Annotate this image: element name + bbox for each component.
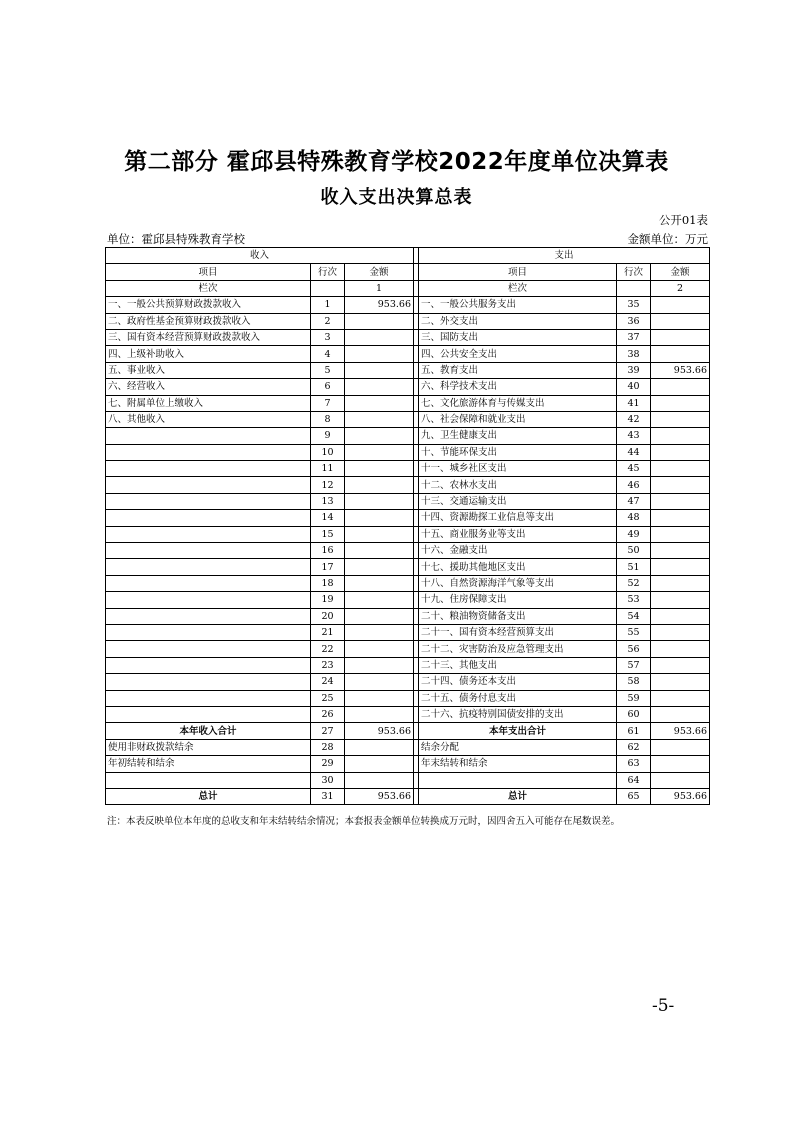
income-row-no-cell: 13: [311, 493, 345, 509]
income-row-no-cell: 4: [311, 346, 345, 362]
income-item-cell: [106, 444, 311, 460]
expense-item-cell: 二十四、债务还本支出: [419, 674, 617, 690]
expense-amount-cell: [651, 411, 710, 427]
income-item-cell: 一、一般公共预算财政拨款收入: [106, 297, 311, 313]
expense-row-no-cell: 57: [617, 657, 651, 673]
income-row-no-cell: 12: [311, 477, 345, 493]
expense-row-no-cell: 65: [617, 788, 651, 804]
expense-amount-cell: 953.66: [651, 788, 710, 804]
income-row-no-cell: 23: [311, 657, 345, 673]
expense-item-cell: 十、节能环保支出: [419, 444, 617, 460]
expense-row-no-cell: 56: [617, 641, 651, 657]
income-amount-cell: [345, 690, 414, 706]
expense-row-no-cell: 54: [617, 608, 651, 624]
expense-row-no-cell: 46: [617, 477, 651, 493]
income-item-cell: [106, 608, 311, 624]
table-row: [106, 788, 710, 804]
table-row: [106, 379, 710, 395]
income-row-no-cell: 28: [311, 739, 345, 755]
income-amount-cell: [345, 510, 414, 526]
income-amount-cell: [345, 493, 414, 509]
expense-row-no-cell: 61: [617, 723, 651, 739]
expense-row-no-cell: 40: [617, 379, 651, 395]
table-note: 注：本表反映单位本年度的总收支和年末结转结余情况；本套报表金额单位转换成万元时，因四舍五入可能存在尾数误差。: [107, 816, 621, 827]
expense-item-cell: 九、卫生健康支出: [419, 428, 617, 444]
income-amount-cell: [345, 739, 414, 755]
income-row-no-cell: 18: [311, 575, 345, 591]
expense-amount-cell: [651, 624, 710, 640]
expense-row-no-cell: 42: [617, 411, 651, 427]
page-number: -5-: [652, 996, 675, 1016]
expense-item-cell: 五、教育支出: [419, 362, 617, 378]
income-amount-cell: [345, 559, 414, 575]
income-amount-cell: [345, 444, 414, 460]
income-item-cell: [106, 493, 311, 509]
income-row-no-cell: 2: [311, 313, 345, 329]
table-row: [106, 674, 710, 690]
expense-amount-cell: [651, 428, 710, 444]
table-row: [106, 690, 710, 706]
table-row: [106, 313, 710, 329]
table-row: [106, 624, 710, 640]
expense-amount-cell: [651, 706, 710, 722]
expense-amount-cell: [651, 313, 710, 329]
income-item-cell: [106, 526, 311, 542]
income-row-no-cell: 30: [311, 772, 345, 788]
table-row: [106, 739, 710, 755]
expense-item-cell: [419, 772, 617, 788]
expense-row-no-cell: 37: [617, 329, 651, 345]
table-row: [106, 592, 710, 608]
income-item-cell: 二、政府性基金预算财政拨款收入: [106, 313, 311, 329]
expense-item-cell: 结余分配: [419, 739, 617, 755]
income-amount-cell: [345, 362, 414, 378]
expense-row-no-cell: 62: [617, 739, 651, 755]
expense-amount-cell: [651, 526, 710, 542]
table-row: [106, 444, 710, 460]
expense-item-header: 项目: [419, 264, 617, 280]
table-row: [106, 461, 710, 477]
table-row: [106, 329, 710, 345]
income-row-no-cell: 6: [311, 379, 345, 395]
income-item-cell: 八、其他收入: [106, 411, 311, 427]
income-item-cell: [106, 543, 311, 559]
table-row: [106, 428, 710, 444]
table-row: [106, 608, 710, 624]
table-row: [106, 772, 710, 788]
expense-amount-cell: [651, 477, 710, 493]
income-item-cell: 使用非财政拨款结余: [106, 739, 311, 755]
expense-item-cell: 三、国防支出: [419, 329, 617, 345]
income-item-cell: [106, 477, 311, 493]
expense-section-header: 支出: [419, 248, 710, 264]
expense-item-cell: 十二、农林水支出: [419, 477, 617, 493]
income-row-no-cell: 8: [311, 411, 345, 427]
expense-item-cell: 八、社会保障和就业支出: [419, 411, 617, 427]
table-row: [106, 543, 710, 559]
income-row-no-cell: 17: [311, 559, 345, 575]
empty-cell: [311, 280, 345, 296]
table-row: [106, 411, 710, 427]
income-row-no-cell: 3: [311, 329, 345, 345]
income-row-no-cell: 22: [311, 641, 345, 657]
expense-item-cell: 十七、援助其他地区支出: [419, 559, 617, 575]
income-item-cell: 七、附属单位上缴收入: [106, 395, 311, 411]
income-amount-cell: 953.66: [345, 297, 414, 313]
income-amount-header: 金额: [345, 264, 414, 280]
income-amount-cell: [345, 313, 414, 329]
income-item-cell: [106, 461, 311, 477]
expense-row-no-cell: 36: [617, 313, 651, 329]
expense-item-cell: 二十三、其他支出: [419, 657, 617, 673]
expense-item-cell: 二十六、抗疫特别国债安排的支出: [419, 706, 617, 722]
expense-row-no-cell: 43: [617, 428, 651, 444]
income-item-cell: [106, 592, 311, 608]
income-amount-cell: [345, 329, 414, 345]
income-item-cell: [106, 657, 311, 673]
income-item-cell: 五、事业收入: [106, 362, 311, 378]
expense-row-no-cell: 49: [617, 526, 651, 542]
income-amount-cell: [345, 592, 414, 608]
expense-row-no-cell: 45: [617, 461, 651, 477]
expense-item-cell: 十一、城乡社区支出: [419, 461, 617, 477]
expense-amount-cell: [651, 674, 710, 690]
income-amount-cell: [345, 477, 414, 493]
income-row-no-cell: 20: [311, 608, 345, 624]
income-amount-cell: 953.66: [345, 788, 414, 804]
income-amount-cell: [345, 657, 414, 673]
expense-row-no-cell: 51: [617, 559, 651, 575]
expense-row-no-cell: 59: [617, 690, 651, 706]
table-row: [106, 723, 710, 739]
income-item-cell: 三、国有资本经营预算财政拨款收入: [106, 329, 311, 345]
expense-amount-cell: [651, 592, 710, 608]
table-title: 收入支出决算总表: [320, 187, 473, 208]
expense-amount-cell: [651, 608, 710, 624]
expense-column-number: 2: [651, 280, 710, 296]
table-row: [106, 756, 710, 772]
table-row: [106, 493, 710, 509]
income-row-no-cell: 27: [311, 723, 345, 739]
income-row-no-cell: 24: [311, 674, 345, 690]
expense-amount-cell: [651, 772, 710, 788]
income-item-cell: [106, 428, 311, 444]
expense-row-no-cell: 39: [617, 362, 651, 378]
income-amount-cell: [345, 395, 414, 411]
income-expense-table: [105, 247, 710, 805]
income-column-label: 栏次: [106, 280, 311, 296]
expense-row-no-cell: 63: [617, 756, 651, 772]
expense-amount-cell: [651, 461, 710, 477]
income-amount-cell: [345, 543, 414, 559]
expense-amount-header: 金额: [651, 264, 710, 280]
income-row-no-cell: 25: [311, 690, 345, 706]
table-row: [106, 657, 710, 673]
income-item-cell: [106, 624, 311, 640]
expense-amount-cell: [651, 641, 710, 657]
expense-amount-cell: [651, 559, 710, 575]
empty-cell: [617, 280, 651, 296]
expense-item-cell: 二十二、灾害防治及应急管理支出: [419, 641, 617, 657]
income-amount-cell: [345, 411, 414, 427]
table-row: [106, 297, 710, 313]
expense-amount-cell: [651, 297, 710, 313]
expense-amount-cell: [651, 575, 710, 591]
income-row-no-cell: 15: [311, 526, 345, 542]
table-code: 公开01表: [658, 213, 708, 227]
expense-amount-cell: [651, 395, 710, 411]
expense-item-cell: 十四、资源勘探工业信息等支出: [419, 510, 617, 526]
column-label-row: [106, 280, 710, 296]
expense-amount-cell: [651, 739, 710, 755]
expense-item-cell: 十八、自然资源海洋气象等支出: [419, 575, 617, 591]
expense-amount-cell: [651, 543, 710, 559]
amount-unit-label: 金额单位：万元: [627, 232, 708, 246]
income-row-no-header: 行次: [311, 264, 345, 280]
unit-label: 单位：霍邱县特殊教育学校: [107, 232, 245, 246]
expense-item-cell: 十九、住房保障支出: [419, 592, 617, 608]
table-row: [106, 706, 710, 722]
income-amount-cell: [345, 346, 414, 362]
expense-item-cell: 十三、交通运输支出: [419, 493, 617, 509]
expense-amount-cell: [651, 444, 710, 460]
income-row-no-cell: 26: [311, 706, 345, 722]
income-amount-cell: [345, 461, 414, 477]
expense-amount-cell: [651, 329, 710, 345]
income-amount-cell: [345, 641, 414, 657]
expense-item-cell: 本年支出合计: [419, 723, 617, 739]
income-column-number: 1: [345, 280, 414, 296]
expense-row-no-cell: 53: [617, 592, 651, 608]
income-amount-cell: [345, 772, 414, 788]
income-row-no-cell: 10: [311, 444, 345, 460]
expense-row-no-cell: 38: [617, 346, 651, 362]
income-amount-cell: [345, 428, 414, 444]
expense-item-cell: 十五、商业服务业等支出: [419, 526, 617, 542]
income-item-cell: [106, 510, 311, 526]
table-row: [106, 641, 710, 657]
income-item-cell: [106, 772, 311, 788]
income-item-cell: [106, 706, 311, 722]
expense-row-no-cell: 64: [617, 772, 651, 788]
expense-amount-cell: 953.66: [651, 723, 710, 739]
table-row: [106, 575, 710, 591]
expense-row-no-cell: 58: [617, 674, 651, 690]
expense-item-cell: 二十一、国有资本经营预算支出: [419, 624, 617, 640]
expense-row-no-cell: 60: [617, 706, 651, 722]
expense-item-cell: 四、公共安全支出: [419, 346, 617, 362]
income-amount-cell: [345, 706, 414, 722]
expense-amount-cell: 953.66: [651, 362, 710, 378]
expense-column-label: 栏次: [419, 280, 617, 296]
expense-amount-cell: [651, 756, 710, 772]
income-amount-cell: [345, 575, 414, 591]
expense-row-no-cell: 55: [617, 624, 651, 640]
income-row-no-cell: 11: [311, 461, 345, 477]
income-row-no-cell: 29: [311, 756, 345, 772]
expense-item-cell: 二、外交支出: [419, 313, 617, 329]
table-row: [106, 362, 710, 378]
expense-item-cell: 二十、粮油物资储备支出: [419, 608, 617, 624]
expense-item-cell: 年末结转和结余: [419, 756, 617, 772]
table-row: [106, 510, 710, 526]
income-item-cell: [106, 575, 311, 591]
expense-row-no-cell: 50: [617, 543, 651, 559]
income-amount-cell: [345, 674, 414, 690]
expense-row-no-cell: 52: [617, 575, 651, 591]
expense-row-no-cell: 35: [617, 297, 651, 313]
income-item-cell: 六、经营收入: [106, 379, 311, 395]
page-title: 第二部分 霍邱县特殊教育学校2022年度单位决算表: [124, 149, 669, 175]
income-item-cell: 四、上级补助收入: [106, 346, 311, 362]
income-item-cell: [106, 674, 311, 690]
income-row-no-cell: 19: [311, 592, 345, 608]
income-item-cell: 总计: [106, 788, 311, 804]
expense-amount-cell: [651, 346, 710, 362]
expense-row-no-cell: 47: [617, 493, 651, 509]
expense-amount-cell: [651, 493, 710, 509]
income-row-no-cell: 21: [311, 624, 345, 640]
expense-item-cell: 六、科学技术支出: [419, 379, 617, 395]
income-item-cell: [106, 559, 311, 575]
section-header-row: [106, 248, 710, 264]
income-item-cell: 年初结转和结余: [106, 756, 311, 772]
expense-item-cell: 二十五、债务付息支出: [419, 690, 617, 706]
expense-amount-cell: [651, 690, 710, 706]
expense-amount-cell: [651, 657, 710, 673]
expense-amount-cell: [651, 510, 710, 526]
income-amount-cell: [345, 379, 414, 395]
income-amount-cell: [345, 608, 414, 624]
expense-amount-cell: [651, 379, 710, 395]
income-amount-cell: 953.66: [345, 723, 414, 739]
expense-row-no-cell: 44: [617, 444, 651, 460]
expense-row-no-header: 行次: [617, 264, 651, 280]
income-row-no-cell: 5: [311, 362, 345, 378]
income-row-no-cell: 1: [311, 297, 345, 313]
income-item-cell: [106, 690, 311, 706]
expense-item-cell: 总计: [419, 788, 617, 804]
income-amount-cell: [345, 756, 414, 772]
income-row-no-cell: 31: [311, 788, 345, 804]
income-row-no-cell: 7: [311, 395, 345, 411]
table-row: [106, 526, 710, 542]
expense-row-no-cell: 48: [617, 510, 651, 526]
table-row: [106, 559, 710, 575]
income-row-no-cell: 14: [311, 510, 345, 526]
income-amount-cell: [345, 624, 414, 640]
expense-item-cell: 十六、金融支出: [419, 543, 617, 559]
expense-row-no-cell: 41: [617, 395, 651, 411]
column-header-row: [106, 264, 710, 280]
income-item-header: 项目: [106, 264, 311, 280]
table-row: [106, 346, 710, 362]
table-row: [106, 395, 710, 411]
income-amount-cell: [345, 526, 414, 542]
income-row-no-cell: 9: [311, 428, 345, 444]
expense-item-cell: 一、一般公共服务支出: [419, 297, 617, 313]
income-item-cell: 本年收入合计: [106, 723, 311, 739]
income-row-no-cell: 16: [311, 543, 345, 559]
income-item-cell: [106, 641, 311, 657]
expense-item-cell: 七、文化旅游体育与传媒支出: [419, 395, 617, 411]
table-row: [106, 477, 710, 493]
income-section-header: 收入: [106, 248, 414, 264]
